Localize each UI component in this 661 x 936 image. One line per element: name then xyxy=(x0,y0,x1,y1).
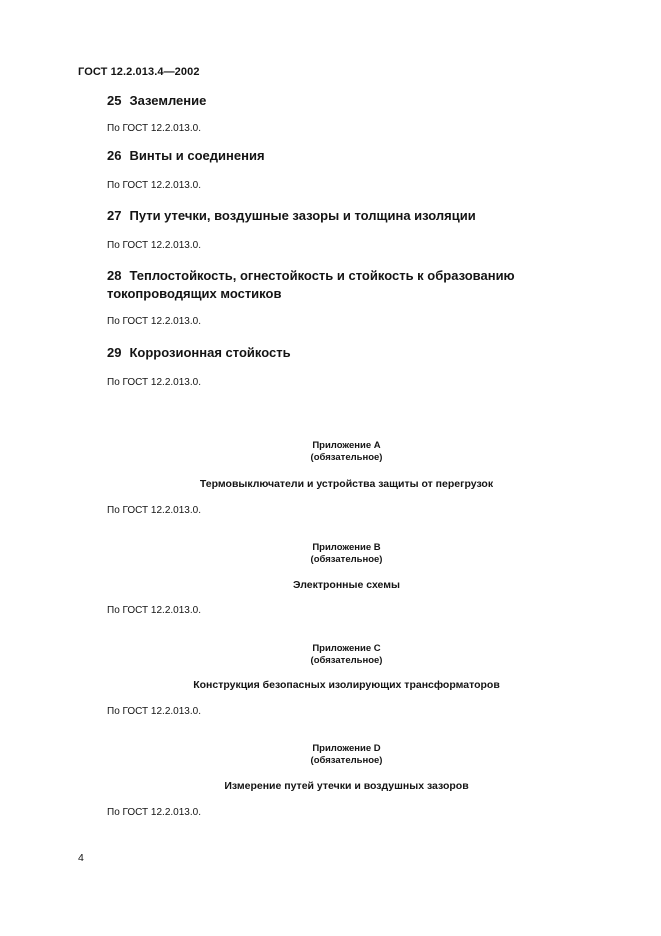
section-number: 26 xyxy=(107,148,122,163)
section-title: Коррозионная стойкость xyxy=(129,345,291,360)
appendix-reference: По ГОСТ 12.2.013.0. xyxy=(107,505,201,516)
appendix-status: (обязательное) xyxy=(310,655,383,666)
appendix-title-b xyxy=(0,579,661,592)
appendix-reference: По ГОСТ 12.2.013.0. xyxy=(107,706,201,717)
section-heading-26 xyxy=(107,147,265,165)
appendix-label-c xyxy=(0,643,661,667)
section-heading-25 xyxy=(107,92,206,110)
section-number: 25 xyxy=(107,93,122,108)
appendix-label: Приложение D xyxy=(312,743,381,754)
appendix-title-d xyxy=(0,780,661,793)
appendix-reference: По ГОСТ 12.2.013.0. xyxy=(107,605,201,616)
section-number: 27 xyxy=(107,208,122,223)
section-number: 28 xyxy=(107,268,122,283)
section-heading-27 xyxy=(107,207,476,225)
section-title: Заземление xyxy=(129,93,207,108)
appendix-title-c xyxy=(0,679,661,692)
section-heading-29 xyxy=(107,344,291,362)
appendix-status: (обязательное) xyxy=(310,452,383,463)
document-header: ГОСТ 12.2.013.4—2002 xyxy=(78,66,200,78)
appendix-title-text: Конструкция безопасных изолирующих трансформаторов xyxy=(193,679,500,691)
section-reference: По ГОСТ 12.2.013.0. xyxy=(107,316,201,327)
appendix-title-text: Измерение путей утечки и воздушных зазоров xyxy=(224,780,469,792)
section-reference: По ГОСТ 12.2.013.0. xyxy=(107,240,201,251)
section-title: Теплостойкость, огнестойкость и стойкость к образованию xyxy=(129,268,515,283)
appendix-status: (обязательное) xyxy=(310,554,383,565)
section-number: 29 xyxy=(107,345,122,360)
appendix-title-a xyxy=(0,478,661,491)
appendix-title-text: Термовыключатели и устройства защиты от перегрузок xyxy=(199,478,494,490)
appendix-label: Приложение C xyxy=(312,643,381,654)
page-number: 4 xyxy=(78,852,84,864)
section-title: Пути утечки, воздушные зазоры и толщина изоляции xyxy=(129,208,476,223)
appendix-reference: По ГОСТ 12.2.013.0. xyxy=(107,807,201,818)
appendix-label-b xyxy=(0,542,661,566)
section-reference: По ГОСТ 12.2.013.0. xyxy=(107,123,201,134)
appendix-title-text: Электронные схемы xyxy=(293,579,400,591)
appendix-label: Приложение A xyxy=(312,440,381,451)
section-title-continuation: токопроводящих мостиков xyxy=(107,286,282,301)
appendix-status: (обязательное) xyxy=(310,755,383,766)
section-heading-28 xyxy=(107,267,515,285)
section-reference: По ГОСТ 12.2.013.0. xyxy=(107,180,201,191)
appendix-label-d xyxy=(0,743,661,767)
section-title: Винты и соединения xyxy=(129,148,265,163)
section-reference: По ГОСТ 12.2.013.0. xyxy=(107,377,201,388)
appendix-label-a xyxy=(0,440,661,464)
appendix-label: Приложение B xyxy=(312,542,381,553)
